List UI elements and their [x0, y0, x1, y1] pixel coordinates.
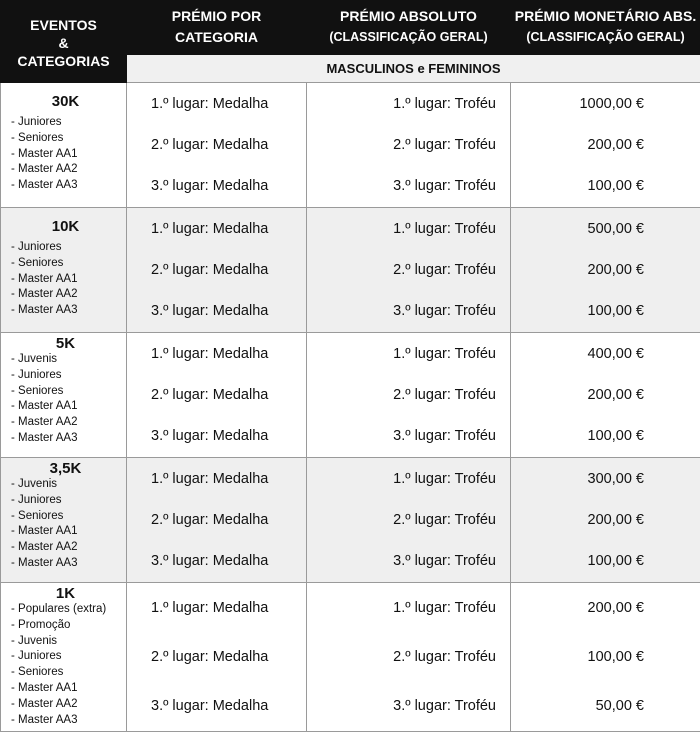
money-prize: 50,00 €: [595, 697, 644, 714]
absolute-prize: 1.º lugar: Troféu: [393, 95, 496, 112]
category-prize-cell: [127, 208, 307, 333]
category-prize-cell: [127, 458, 307, 583]
money-prize: 200,00 €: [587, 136, 644, 153]
event-cell: [1, 208, 127, 333]
category-item: - Master AA1: [11, 400, 78, 413]
absolute-prize: 3.º lugar: Troféu: [393, 302, 496, 319]
money-prize: 100,00 €: [587, 177, 644, 194]
header-row: [1, 1, 700, 55]
money-prize: 500,00 €: [587, 220, 644, 237]
category-item: - Seniores: [11, 666, 64, 679]
money-prize: 400,00 €: [587, 345, 644, 362]
category-prize: 2.º lugar: Medalha: [151, 511, 269, 528]
event-group-row: [1, 583, 700, 732]
money-prize: 200,00 €: [587, 511, 644, 528]
category-prize: 3.º lugar: Medalha: [151, 177, 269, 194]
absolute-prize: 2.º lugar: Troféu: [393, 136, 496, 153]
header-col2-line2: CATEGORIA: [175, 29, 258, 45]
absolute-prize: 1.º lugar: Troféu: [393, 470, 496, 487]
category-item: - Master AA2: [11, 697, 78, 710]
header-col3-line1: PRÉMIO ABSOLUTO: [340, 8, 477, 24]
money-prize: 300,00 €: [587, 470, 644, 487]
absolute-prize: 2.º lugar: Troféu: [393, 648, 496, 665]
category-item: - Master AA3: [11, 556, 78, 569]
money-prize: 100,00 €: [587, 302, 644, 319]
event-cell: [1, 583, 127, 732]
category-prize-cell: [127, 333, 307, 458]
category-item: - Master AA1: [11, 272, 78, 285]
event-cell: [1, 458, 127, 583]
header-events-line3: CATEGORIAS: [17, 52, 110, 69]
category-item: - Master AA1: [11, 681, 78, 694]
category-item: - Seniores: [11, 131, 64, 144]
category-item: - Master AA2: [11, 163, 78, 176]
subheader-gender: MASCULINOS e FEMININOS: [127, 55, 700, 83]
absolute-prize: 3.º lugar: Troféu: [393, 427, 496, 444]
money-prize: 1000,00 €: [579, 95, 644, 112]
category-item: - Promoção: [11, 618, 71, 631]
event-name: 1K: [55, 585, 76, 602]
category-item: - Master AA1: [11, 525, 78, 538]
category-item: - Master AA3: [11, 304, 78, 317]
category-item: - Seniores: [11, 256, 64, 269]
absolute-prize: 1.º lugar: Troféu: [393, 220, 496, 237]
header-events-line2: &: [58, 34, 69, 51]
category-prize: 3.º lugar: Medalha: [151, 697, 269, 714]
money-prize: 100,00 €: [587, 648, 644, 665]
header-col4-line1: PRÉMIO MONETÁRIO ABS.: [514, 8, 697, 24]
event-cell: [1, 333, 127, 458]
money-prize-cell: [511, 583, 700, 732]
header-events: [1, 1, 127, 83]
absolute-prize: 3.º lugar: Troféu: [393, 552, 496, 569]
category-prize: 3.º lugar: Medalha: [151, 302, 269, 319]
category-prize: 2.º lugar: Medalha: [151, 261, 269, 278]
absolute-prize-cell: [307, 583, 511, 732]
category-item: - Seniores: [11, 509, 64, 522]
money-prize: 100,00 €: [587, 427, 644, 444]
event-name: 30K: [51, 93, 80, 110]
header-col3-line2: (CLASSIFICAÇÃO GERAL): [329, 30, 488, 44]
category-item: - Juniores: [11, 241, 62, 253]
absolute-prize: 2.º lugar: Troféu: [393, 511, 496, 528]
money-prize: 200,00 €: [587, 261, 644, 278]
category-prize: 1.º lugar: Medalha: [151, 345, 269, 362]
absolute-prize-cell: [307, 458, 511, 583]
money-prize: 200,00 €: [587, 599, 644, 616]
category-item: - Master AA3: [11, 179, 78, 192]
money-prize: 100,00 €: [587, 552, 644, 569]
absolute-prize-cell: [307, 333, 511, 458]
event-group-row: [1, 458, 700, 583]
category-prize: 1.º lugar: Medalha: [151, 470, 269, 487]
absolute-prize: 2.º lugar: Troféu: [393, 261, 496, 278]
category-item: - Master AA2: [11, 288, 78, 301]
money-prize: 200,00 €: [587, 386, 644, 403]
header-col2-line1: PRÉMIO POR: [171, 8, 262, 24]
event-name: 3,5K: [49, 460, 82, 477]
groups-body: [1, 83, 700, 732]
absolute-prize: 2.º lugar: Troféu: [393, 386, 496, 403]
category-prize: 3.º lugar: Medalha: [151, 427, 269, 444]
category-prize: 1.º lugar: Medalha: [151, 95, 269, 112]
category-prize-cell: [127, 83, 307, 208]
header-col4-line2: (CLASSIFICAÇÃO GERAL): [526, 30, 685, 44]
category-item: - Master AA2: [11, 416, 78, 429]
money-prize-cell: [511, 208, 700, 333]
absolute-prize: 1.º lugar: Troféu: [393, 345, 496, 362]
event-name: 10K: [51, 218, 80, 235]
category-prize: 1.º lugar: Medalha: [151, 599, 269, 616]
category-item: - Juniores: [11, 116, 62, 128]
category-item: - Master AA3: [11, 713, 78, 726]
money-prize-cell: [511, 458, 700, 583]
event-group-row: [1, 83, 700, 208]
category-prize: 2.º lugar: Medalha: [151, 648, 269, 665]
header-category-prize: [127, 1, 307, 55]
absolute-prize-cell: [307, 83, 511, 208]
category-item: - Juniores: [11, 650, 62, 663]
category-item: - Juniores: [11, 493, 62, 506]
money-prize-cell: [511, 333, 700, 458]
category-item: - Seniores: [11, 384, 64, 397]
event-group-row: [1, 208, 700, 333]
absolute-prize: 3.º lugar: Troféu: [393, 177, 496, 194]
category-item: - Master AA3: [11, 431, 78, 444]
event-cell: [1, 83, 127, 208]
category-prize: 2.º lugar: Medalha: [151, 386, 269, 403]
category-prize: 3.º lugar: Medalha: [151, 552, 269, 569]
category-prize: 2.º lugar: Medalha: [151, 136, 269, 153]
absolute-prize: 3.º lugar: Troféu: [393, 697, 496, 714]
category-item: - Juvenis: [11, 353, 58, 365]
category-item: - Populares (extra): [11, 603, 107, 615]
header-money-prize: [511, 1, 700, 55]
category-item: - Master AA1: [11, 147, 78, 160]
category-item: - Juniores: [11, 368, 62, 381]
header-events-line1: EVENTOS: [30, 16, 97, 33]
absolute-prize-cell: [307, 208, 511, 333]
header-absolute-prize: [307, 1, 511, 55]
absolute-prize: 1.º lugar: Troféu: [393, 599, 496, 616]
event-group-row: [1, 333, 700, 458]
category-item: - Juvenis: [11, 634, 58, 647]
category-item: - Juvenis: [11, 478, 58, 490]
event-name: 5K: [55, 335, 76, 352]
category-item: - Master AA2: [11, 541, 78, 554]
category-prize: 1.º lugar: Medalha: [151, 220, 269, 237]
money-prize-cell: [511, 83, 700, 208]
category-prize-cell: [127, 583, 307, 732]
